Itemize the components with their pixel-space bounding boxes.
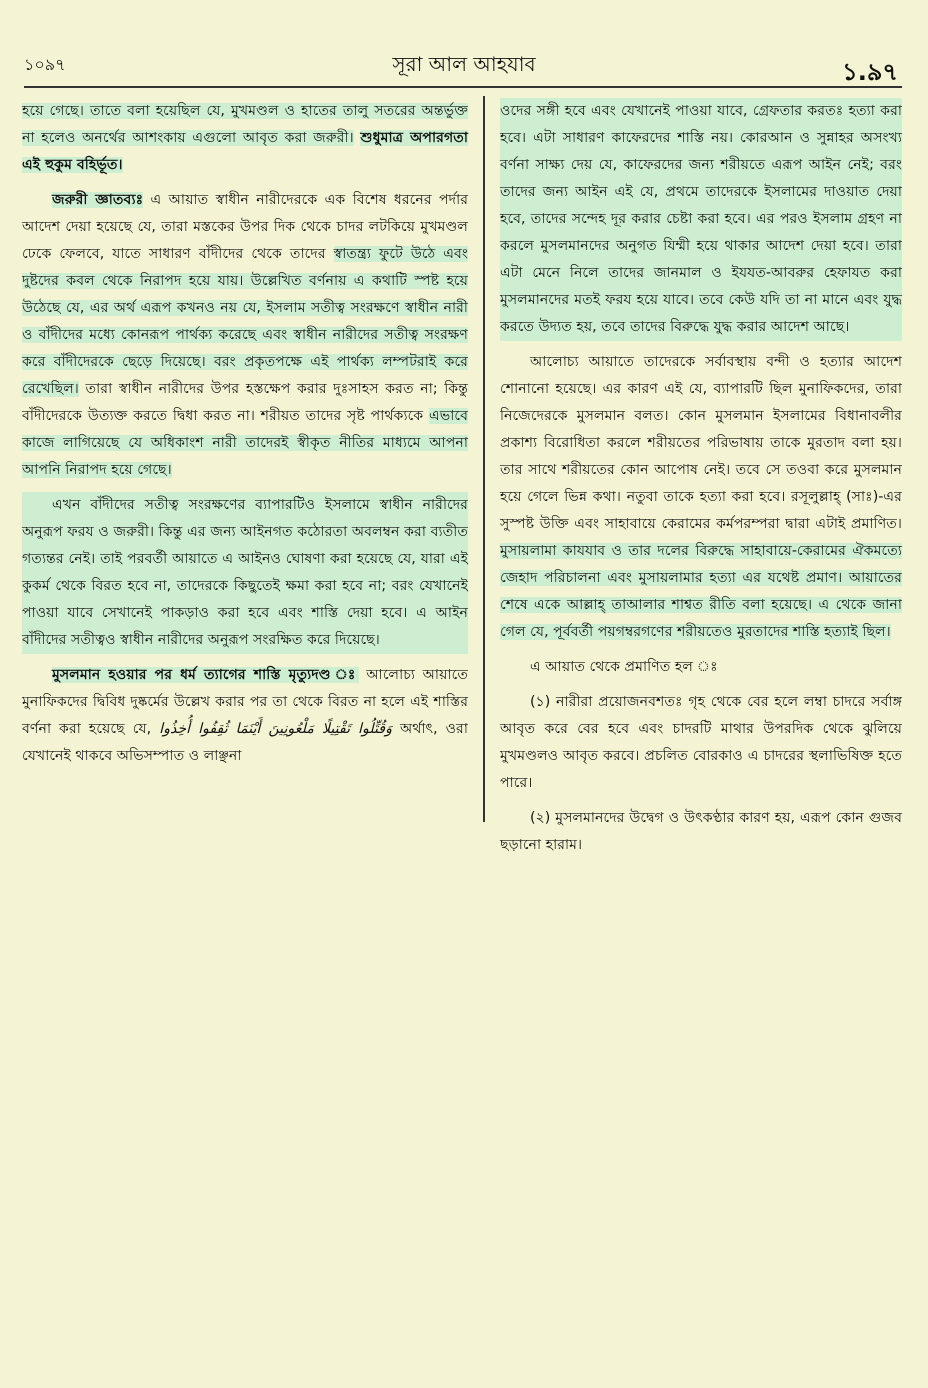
right-paragraph-5: (২) মুসলমানদের উদ্বেগ ও উৎকণ্ঠার কারণ হয়, এরূপ কোন গুজব ছড়ানো হারাম। bbox=[500, 810, 902, 853]
highlighted-text: মুসায়লামা কাযযাব ও তার দলের বিরুদ্ধে সাহাবায়ে-কেরামের ঐকমত্যে জেহাদ পরিচালনা এবং মুসায়লামার হত্যা এর যথেষ্ট প্রমাণ। আয়াতের শেষে একে আল্লাহ্‌ তাআলার শাশ্বত রীতি বলা হয়েছে। এ থেকে জানা গেল যে, পূর্ববর্তী পয়গম্বরগণের শরীয়তেও মুরতাদের শাস্তি হত্যাই ছিল। bbox=[500, 543, 902, 640]
right-paragraph-2 bbox=[500, 349, 902, 646]
left-paragraph-4 bbox=[22, 662, 468, 770]
highlighted-text: হয়ে গেছে। তাতে বলা হয়েছিল যে, মুখমণ্ডল ও হাতের তালু সতরের অন্তর্ভুক্ত না হলেও অনর্থের আশংকায় এগুলো আবৃত করা জরুরী। bbox=[22, 103, 468, 146]
paragraph-text: অর্থাৎ, ওরা যেখানেই থাকবে অভিসম্পাত ও লাঞ্ছনা bbox=[22, 721, 468, 764]
right-paragraph-1: ওদের সঙ্গী হবে এবং যেখানেই পাওয়া যাবে, গ্রেফতার করতঃ হত্যা করা হবে। এটা সাধারণ কাফেরদের শাস্তি নয়। কোরআন ও সুন্নাহর অসংখ্য বর্ণনা সাক্ষ্য দেয় যে, কাফেরদের জন্য শরীয়তে এরূপ আইন নেই; বরং তাদের জন্য আইন এই যে, প্রথমে তাদেরকে ইসলামের দাওয়াত দেয়া হবে, তাদের সন্দেহ দূর করার চেষ্টা করা হবে। এর পরও ইসলাম গ্রহণ না করলে মুসলমানদের অনুগত যিম্মী হয়ে থাকার আদেশ দেয়া হবে। তারা এটা মেনে নিলে তাদের জানমাল ও ইযযত-আবরুর হেফাযত করা মুসলমানদের মতই ফরয হয়ে যাবে। তবে কেউ যদি তা না মানে এবং যুদ্ধ করতে উদ্যত হয়, তবে তাদের বিরুদ্ধে যুদ্ধ করার আদেশ আছে। bbox=[500, 98, 902, 341]
right-paragraph-4: (১) নারীরা প্রয়োজনবশতঃ গৃহ থেকে বের হলে লম্বা চাদরে সর্বাঙ্গ আবৃত করে বের হবে এবং চাদরটি মাথার উপরদিক থেকে ঝুলিয়ে মুখমণ্ডলও আবৃত করবে। প্রচলিত বোরকাও এ চাদরের স্থলাভিষিক্ত হতে পারে। bbox=[500, 694, 902, 791]
right-paragraph-3: এ আয়াত থেকে প্রমাণিত হল ঃ bbox=[530, 659, 718, 675]
left-column bbox=[22, 98, 468, 778]
paragraph-text: আলোচ্য আয়াতে তাদেরকে সর্বাবস্থায় বন্দী ও হত্যার আদেশ শোনানো হয়েছে। এর কারণ এই যে, ব্যাপারটি ছিল মুনাফিকদের, তারা নিজেদেরকে মুসলমান বলত। কোন মুসলমান ইসলামের বিধানাবলীর প্রকাশ্য বিরোধিতা করলে শরীয়তের পরিভাষায় তাকে মুরতাদ বলা হয়। তার সাথে শরীয়তের কোন আপোষ নেই। তবে সে তওবা করে মুসলমান হয়ে গেলে ভিন্ন কথা। নতুবা তাকে হত্যা করা হবে। রসূলুল্লাহ্‌ (সাঃ)-এর সুস্পষ্ট উক্তি এবং সাহাবায়ে কেরামের কর্মপরম্পরা দ্বারা এটাই প্রমাণিত। bbox=[500, 354, 902, 532]
arabic-verse: مَلْعُونِينَ أَيْنَمَا ثُقِفُوا أُخِذُوا bbox=[159, 721, 314, 737]
header-rule bbox=[24, 86, 902, 88]
paragraph-text: এ আয়াত স্বাধীন নারীদেরকে এক বিশেষ ধরনের পর্দার আদেশ দেয়া হয়েছে যে, তারা মস্তকের উপর দিক থেকে চাদর লটকিয়ে মুখমণ্ডল ঢেকে ফেলবে, যাতে সাধারণ বাঁদীদের থেকে তাদের bbox=[22, 192, 469, 262]
left-page-number: ১০৯৭ bbox=[24, 55, 66, 74]
column-divider bbox=[483, 96, 485, 822]
section-heading: জরুরী জ্ঞাতব্যঃ bbox=[52, 192, 144, 208]
left-paragraph-2 bbox=[22, 187, 468, 484]
paragraph-text: তারা স্বাধীন নারীদের উপর হস্তক্ষেপ করার দুঃসাহস করত না; কিন্তু বাঁদীদেরকে উত্যক্ত করতে দ্বিধা করত না। শরীয়ত তাদের সৃষ্ট পার্থক্যকে bbox=[22, 381, 468, 424]
right-column bbox=[500, 98, 902, 867]
highlighted-text: এভাবে কাজে লাগিয়েছে যে অধিকাংশ নারী তাদেরই স্বীকৃত নীতির মাধ্যমে আপনা আপনি নিরাপদ হয়ে গেছে। bbox=[22, 408, 469, 478]
highlighted-text: শুধুমাত্র অপারগতা এই হুকুম বহির্ভূত। bbox=[22, 130, 469, 173]
paragraph-text: আলোচ্য আয়াতে মুনাফিকদের দ্বিবিধ দুষ্কর্মের উল্লেখ করার পর তা থেকে বিরত না হলে এই শাস্তির বর্ণনা করা হয়েছে যে, bbox=[22, 667, 468, 737]
left-paragraph-3 bbox=[22, 492, 468, 654]
section-heading: মুসলমান হওয়ার পর ধর্ম ত্যাগের শাস্তি মৃত্যুদণ্ড ঃ bbox=[52, 667, 359, 683]
arabic-verse: وَقُتِّلُوا تَقْتِيلًا bbox=[321, 721, 392, 737]
left-paragraph-1 bbox=[22, 98, 468, 179]
paragraph-text: এখন বাঁদীদের সতীত্ব সংরক্ষণের ব্যাপারটিও ইসলামে স্বাধীন নারীদের অনুরূপ ফরয ও জরুরী। কিন্তু এর জন্য আইনগত কঠোরতা অবলম্বন করা ব্যতীত গত্যন্তর নেই। তাই পরবর্তী আয়াতে এ আইনও ঘোষণা করা হয়েছে যে, যারা এই কুকর্ম থেকে বিরত হবে না, তাদেরকে কিছুতেই ক্ষমা করা হবে না; বরং যেখানেই পাওয়া যাবে সেখানেই পাকড়াও করা হবে এবং শাস্তি দেয়া হবে। এ আইন বাঁদীদের সতীত্বও স্বাধীন নারীদের অনুরূপ সংরক্ষিত করে দিয়েছে। bbox=[22, 497, 468, 648]
highlighted-text: স্বাতন্ত্র্য ফুটে উঠে এবং দুষ্টদের কবল থেকে নিরাপদ হয়ে যায়। উল্লেখিত বর্ণনায় এ কথাটি স্পষ্ট হয়ে উঠেছে যে, এর অর্থ এরূপ কখনও নয় যে, ইসলাম সতীত্ব সংরক্ষণে স্বাধীন নারী ও বাঁদীদের মধ্যে কোনরূপ পার্থক্য করেছে এবং স্বাধীন নারীদের সতীত্ব সংরক্ষণ করে বাঁদীদেরকে ছেড়ে দিয়েছে। বরং প্রকৃতপক্ষে এই পার্থক্য লম্পটরাই করে রেখেছিল। bbox=[22, 246, 468, 397]
page-title: সূরা আল আহযাব bbox=[392, 52, 536, 76]
right-page-number: ১.৯৭ bbox=[842, 58, 898, 86]
